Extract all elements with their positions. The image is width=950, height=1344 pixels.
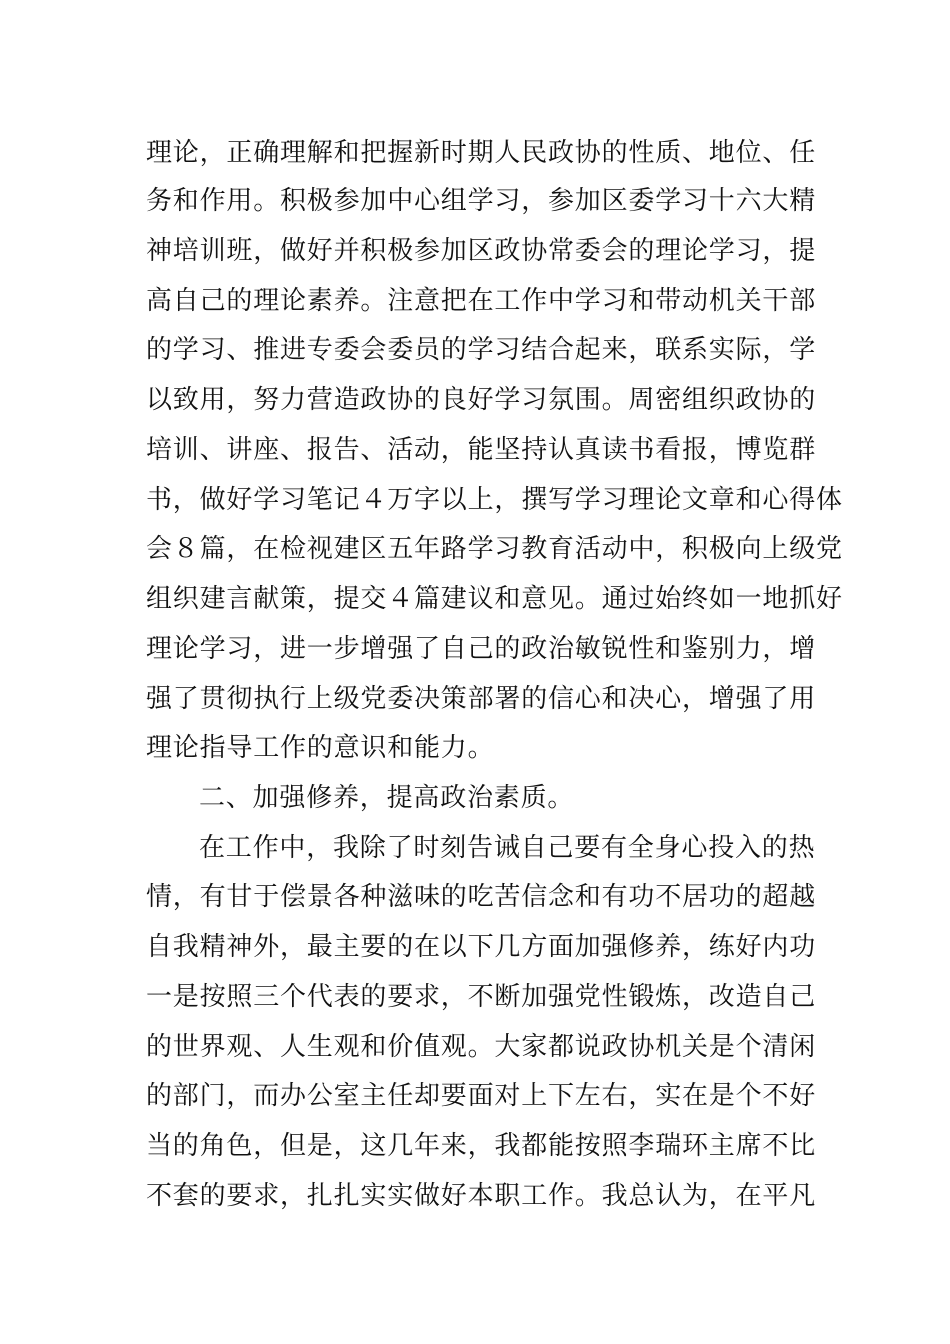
text-line: 的世界观、人生观和价值观。大家都说政协机关是个清闲	[146, 1032, 817, 1062]
text-line: 会８篇，在检视建区五年路学习教育活动中，积极向上级党	[146, 534, 843, 564]
text-line: 情，有甘于偿景各种滋味的吃苦信念和有功不居功的超越	[146, 882, 817, 912]
text-line: 理论学习，进一步增强了自己的政治敏锐性和鉴别力，增	[146, 634, 817, 664]
text-line: 务和作用。积极参加中心组学习，参加区委学习十六大精	[146, 186, 817, 216]
text-line: 书，做好学习笔记４万字以上，撰写学习理论文章和心得体	[146, 485, 843, 515]
text-line: 不套的要求，扎扎实实做好本职工作。我总认为，在平凡	[146, 1181, 817, 1211]
text-line: 理论指导工作的意识和能力。	[146, 733, 495, 763]
text-line: 强了贯彻执行上级党委决策部署的信心和决心，增强了用	[146, 684, 817, 714]
text-line: 的部门，而办公室主任却要面对上下左右，实在是个不好	[146, 1081, 817, 1111]
paragraph-start-line: 在工作中，我除了时刻告诫自己要有全身心投入的热	[199, 833, 816, 863]
text-line: 当的角色，但是，这几年来，我都能按照李瑞环主席不比	[146, 1131, 817, 1161]
text-line: 神培训班，做好并积极参加区政协常委会的理论学习，提	[146, 236, 817, 266]
text-line: 高自己的理论素养。注意把在工作中学习和带动机关干部	[146, 286, 817, 316]
text-line: 自我精神外，最主要的在以下几方面加强修养，练好内功	[146, 932, 817, 962]
text-line: 培训、讲座、报告、活动，能坚持认真读书看报，博览群	[146, 435, 817, 465]
text-line: 一是按照三个代表的要求，不断加强党性锻炼，改造自己	[146, 982, 817, 1012]
text-line: 的学习、推进专委会委员的学习结合起来，联系实际，学	[146, 335, 817, 365]
text-line: 组织建言献策，提交４篇建议和意见。通过始终如一地抓好	[146, 584, 843, 614]
text-line: 以致用，努力营造政协的良好学习氛围。周密组织政协的	[146, 385, 817, 415]
text-line: 理论，正确理解和把握新时期人民政协的性质、地位、任	[146, 138, 817, 168]
section-heading: 二、加强修养，提高政治素质。	[199, 783, 575, 813]
